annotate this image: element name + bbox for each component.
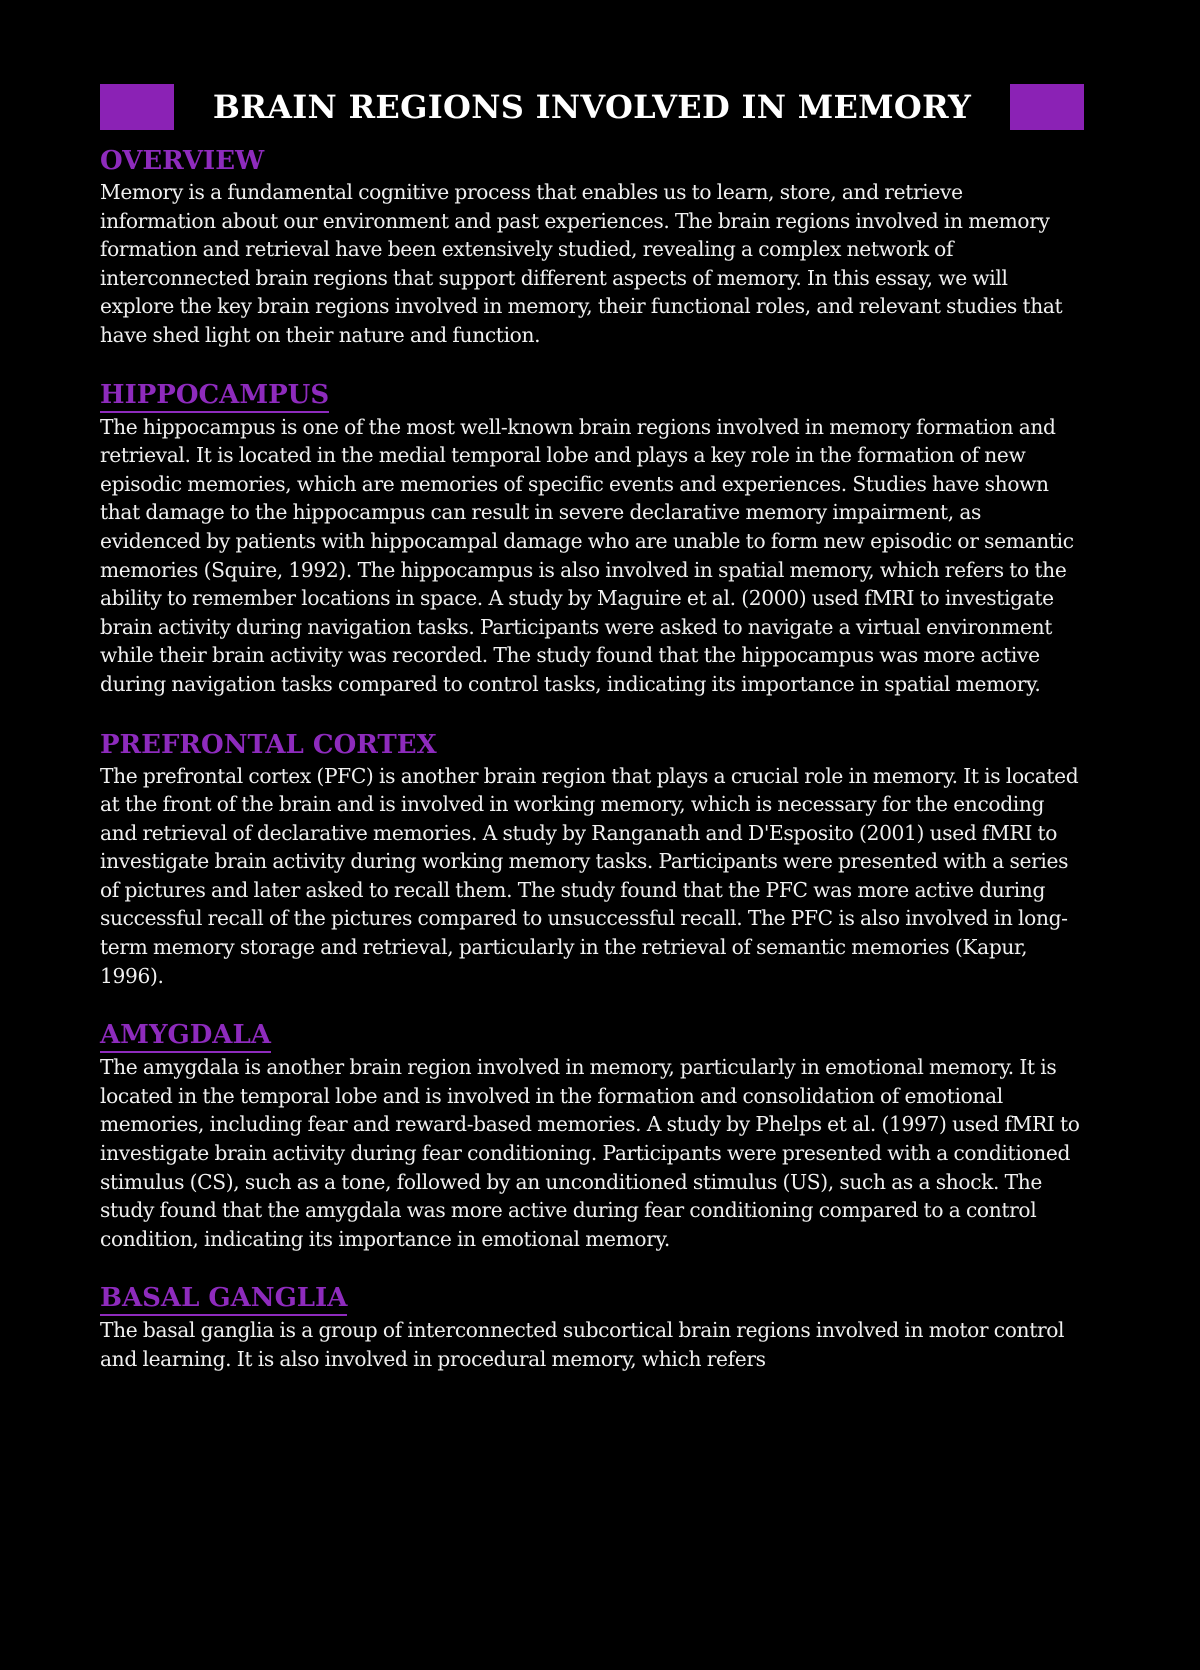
section-body: The prefrontal cortex (PFC) is another brain region that plays a crucial role in memory. It is located at the front of the brain and is involved in working memory, which is necessary for the encoding and retrieval of declarative memories. A study by Ranganath and D'Esposito (2001) used fMRI to investigate brain activity during working memory tasks. Participants were presented with a series of pictures and later asked to recall them. The study found that the PFC was more active during successful recall of the pictures compared to unsuccessful recall. The PFC is also involved in long-term memory storage and retrieval, particularly in the retrieval of semantic memories (Kapur, 1996).: [100, 763, 1079, 988]
document-page: [100, 84, 1084, 1374]
title-accent-block-right: [1010, 84, 1084, 130]
section-heading: HIPPOCAMPUS: [100, 379, 329, 413]
title-bar: [100, 84, 1084, 130]
section-basal-ganglia: [100, 1282, 1084, 1373]
section-hippocampus: [100, 379, 1084, 699]
section-overview: [100, 144, 1084, 350]
title-accent-block-left: [100, 84, 174, 130]
section-heading: BASAL GANGLIA: [100, 1282, 347, 1316]
section-heading: AMYGDALA: [100, 1019, 271, 1053]
section-body: Memory is a fundamental cognitive process that enables us to learn, store, and retrieve information about our environment and past experiences. The brain regions involved in memory formation and retrieval have been extensively studied, revealing a complex network of interconnected brain regions that support different aspects of memory. In this essay, we will explore the key brain regions involved in memory, their functional roles, and relevant studies that have shed light on their nature and function.: [100, 180, 1063, 347]
section-prefrontal-cortex: [100, 728, 1084, 991]
page-title: BRAIN REGIONS INVOLVED IN MEMORY: [212, 88, 972, 126]
section-body: The hippocampus is one of the most well-known brain regions involved in memory formation and retrieval. It is located in the medial temporal lobe and plays a key role in the formation of new episodic memories, which are memories of specific events and experiences. Studies have shown that damage to the hippocampus can result in severe declarative memory impairment, as evidenced by patients with hippocampal damage who are unable to form new episodic or semantic memories (Squire, 1992). The hippocampus is also involved in spatial memory, which refers to the ability to remember locations in space. A study by Maguire et al. (2000) used fMRI to investigate brain activity during navigation tasks. Participants were asked to navigate a virtual environment while their brain activity was recorded. The study found that the hippocampus was more active during navigation tasks compared to control tasks, indicating its importance in spatial memory.: [100, 414, 1074, 696]
section-heading: PREFRONTAL CORTEX: [100, 729, 437, 760]
section-body: The basal ganglia is a group of interconnected subcortical brain regions involved in motor control and learning. It is also involved in procedural memory, which refers: [100, 1318, 1065, 1371]
section-amygdala: [100, 1019, 1084, 1253]
section-heading: OVERVIEW: [100, 146, 265, 176]
section-body: The amygdala is another brain region involved in memory, particularly in emotional memory. It is located in the temporal lobe and is involved in the formation and consolidation of emotional memories, including fear and reward-based memories. A study by Phelps et al. (1997) used fMRI to investigate brain activity during fear conditioning. Participants were presented with a conditioned stimulus (CS), such as a tone, followed by an unconditioned stimulus (US), such as a shock. The study found that the amygdala was more active during fear conditioning compared to a control condition, indicating its importance in emotional memory.: [100, 1055, 1080, 1251]
